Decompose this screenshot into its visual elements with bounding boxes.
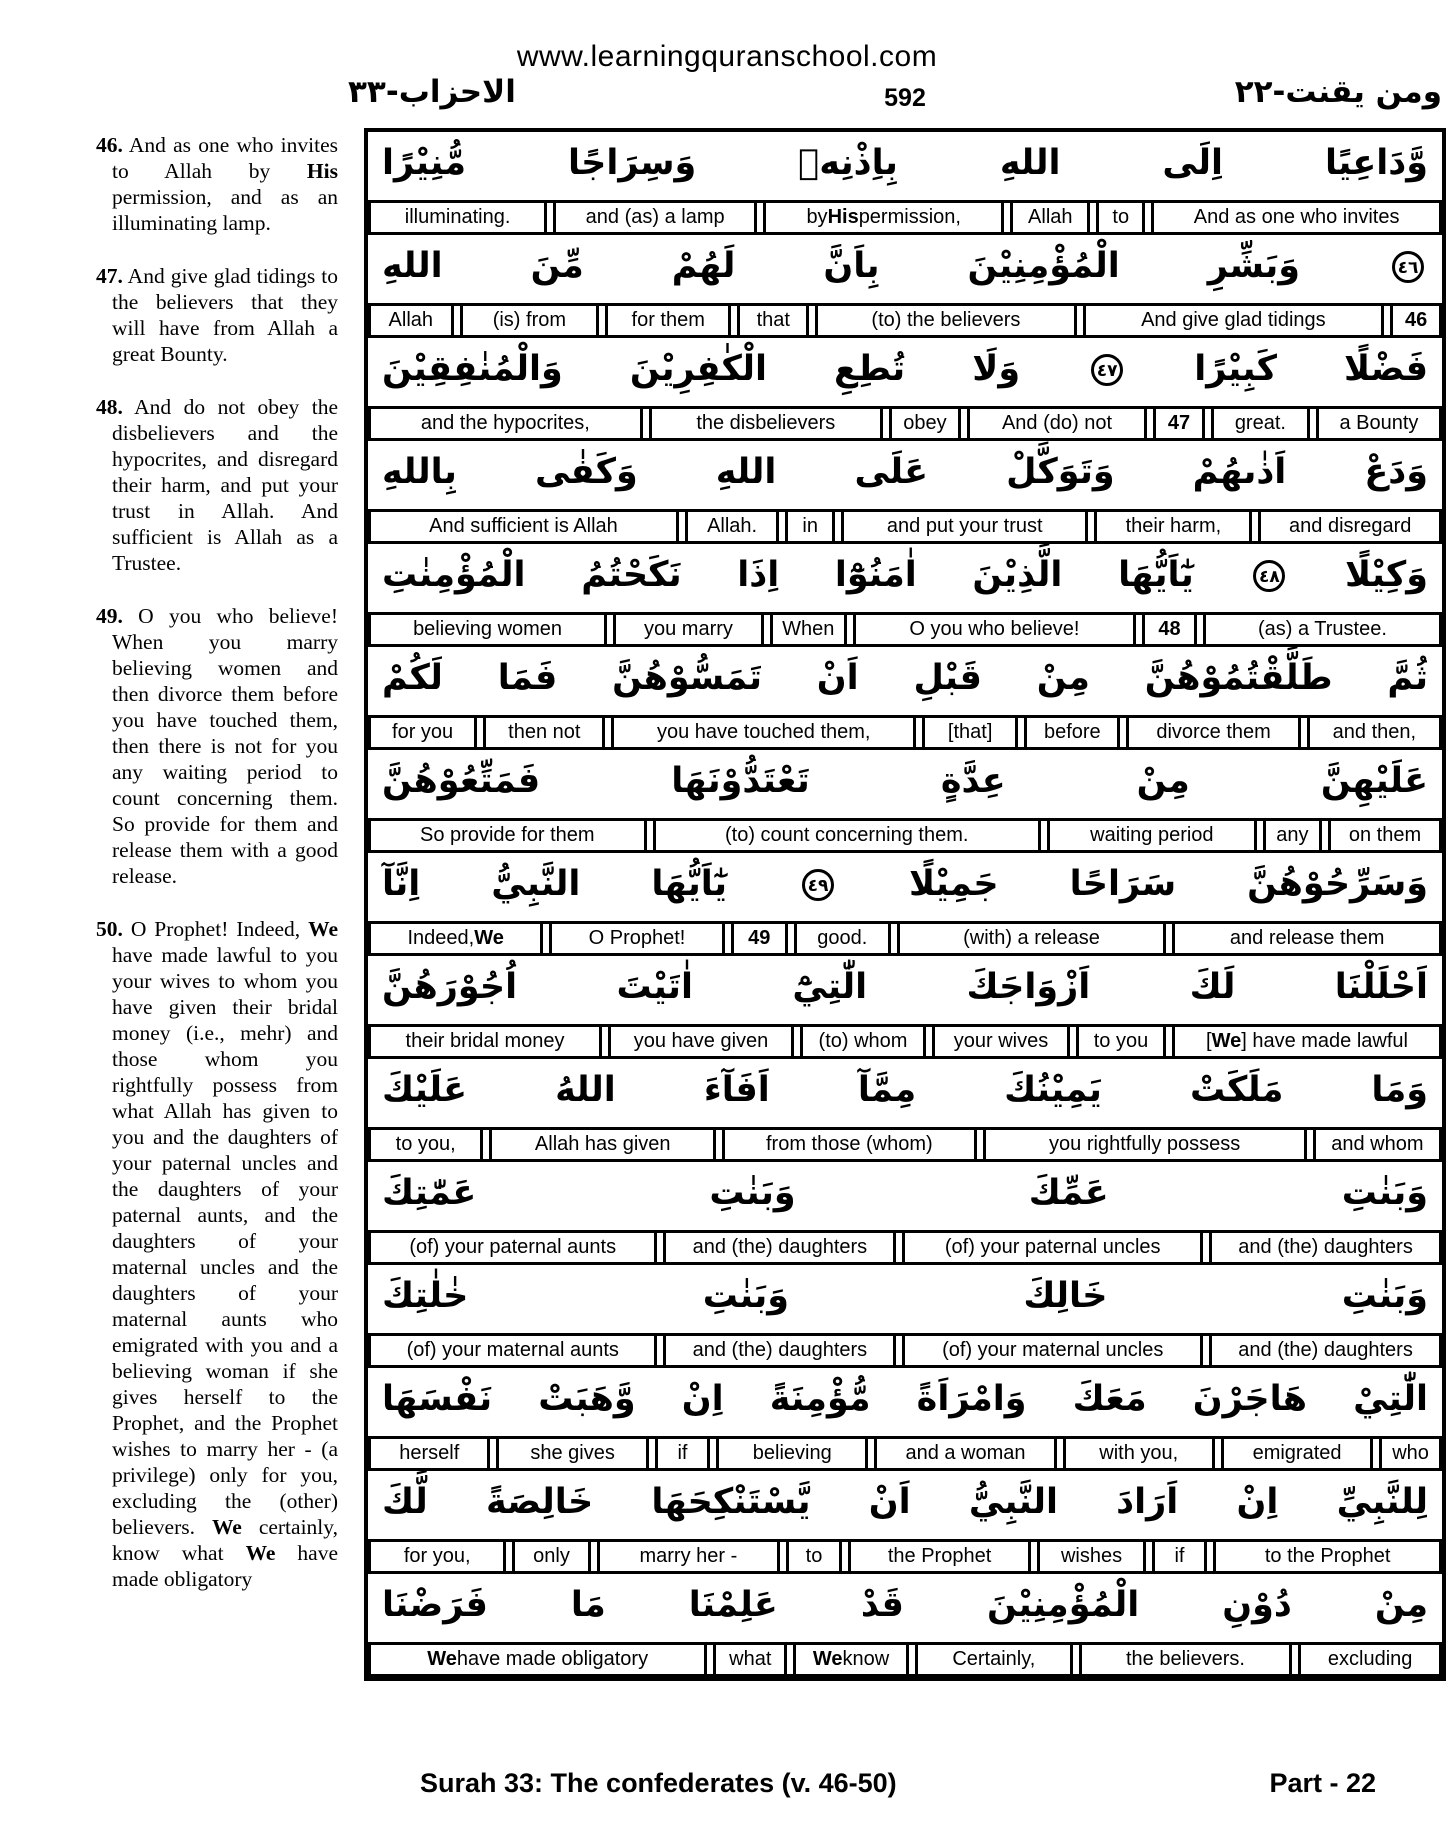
word-translation-cell: Allah has given	[489, 1130, 716, 1159]
word-translation-cell: any	[1263, 821, 1322, 850]
word-translation-cell: (to) the believers	[815, 306, 1076, 335]
ayah-number-badge: ٤٨	[1253, 560, 1285, 592]
word-translation-cell: O Prophet!	[549, 924, 724, 953]
word-translation-cell: who	[1379, 1439, 1442, 1468]
arabic-verse-line: اَحْلَلْنَا لَكَ اَزْوَاجَكَ الّٰتِيْٓ اٰتَيْتَ اُجُوْرَهُنَّ	[382, 967, 1428, 1007]
word-translation-cell: And give glad tidings	[1083, 306, 1385, 335]
word-translation-cell: Indeed, We	[368, 924, 543, 953]
word-translation-cell: and release them	[1172, 924, 1442, 953]
word-translation-row	[368, 921, 1442, 956]
ayah-number-badge: ٤٩	[802, 869, 834, 901]
verse-translation: 50. O Prophet! Indeed, We have made lawful to you your wives to whom you have given their bridal money (i.e., mehr) and those whom you rightfully possess from what Allah has given to you and the daughters of your paternal uncles and the daughters of your paternal aunts, and the daughters of your maternal uncles and the daughters of your maternal aunts who emigrated with you and a believing woman if she gives herself to the Prophet, and the Prophet wishes to marry her - (a privilege) only for you, excluding the (other) believers. We certainly, know what We have made obligatory	[96, 917, 338, 1591]
juz-name-arabic: ومن يقنت-٢٢	[1234, 74, 1442, 110]
word-translation-cell: to you	[1076, 1027, 1166, 1056]
word-translation-cell: you have given	[608, 1027, 794, 1056]
word-translation-cell: And sufficient is Allah	[368, 512, 679, 541]
arabic-verse-line: وَّدَاعِيًا اِلَى اللهِ بِاِذْنِهٖ وَسِرَاجًا مُّنِيْرًا	[382, 143, 1428, 183]
word-translation-cell: 48	[1142, 615, 1197, 644]
arabic-verse-line: لِلنَّبِيِّ اِنْ اَرَادَ النَّبِيُّ اَنْ يَّسْتَنْكِحَهَا خَالِصَةً لَّكَ	[382, 1482, 1428, 1522]
word-translation-cell: And as one who invites	[1151, 203, 1442, 232]
word-translation-row	[368, 303, 1442, 338]
word-translation-cell: (of) your maternal uncles	[902, 1336, 1203, 1365]
word-translation-cell: O you who believe!	[853, 615, 1136, 644]
word-translation-cell: you rightfully possess	[983, 1130, 1307, 1159]
word-translation-cell: good.	[794, 924, 891, 953]
word-translation-cell: (to) whom	[800, 1027, 926, 1056]
word-translation-cell: So provide for them	[368, 821, 647, 850]
word-translation-cell: and then,	[1307, 718, 1442, 747]
word-translation-cell: only	[512, 1542, 590, 1571]
surah-name-arabic: الاحزاب-٣٣	[348, 74, 516, 110]
word-translation-cell: Certainly,	[915, 1645, 1073, 1674]
word-translation-cell: (as) a Trustee.	[1203, 615, 1442, 644]
page-number: 592	[884, 84, 926, 112]
word-translation-cell: if	[655, 1439, 710, 1468]
word-translation-cell: We have made obligatory	[368, 1645, 707, 1674]
arabic-verse-line: وَدَعْ اَذٰىهُمْ وَتَوَكَّلْ عَلَى اللهِ وَكَفٰى بِاللهِ	[382, 452, 1428, 492]
word-translation-cell: (of) your paternal aunts	[368, 1233, 657, 1262]
arabic-verse-line: وَكِيْلًا ٤٨ يٰٓاَيُّهَا الَّذِيْنَ اٰمَنُوْٓا اِذَا نَكَحْتُمُ الْمُؤْمِنٰتِ	[382, 555, 1429, 595]
word-translation-cell: the believers.	[1079, 1645, 1293, 1674]
verse-table	[364, 128, 1446, 1681]
word-translation-cell: by His permission,	[763, 203, 1004, 232]
word-translation-cell: from those (whom)	[722, 1130, 977, 1159]
word-translation-cell: she gives	[496, 1439, 648, 1468]
word-translation-cell: [ We ] have made lawful	[1172, 1027, 1442, 1056]
verse-translation: 49. O you who believe! When you marry believing women and then divorce them before you have touched them, then there is not for you any waiting period to count concerning them. So provide for them and release them with a good release.	[96, 604, 338, 888]
word-translation-row	[368, 1230, 1442, 1265]
word-translation-cell: and the hypocrites,	[368, 409, 643, 438]
word-translation-cell: Allah	[368, 306, 454, 335]
word-translation-cell: emigrated	[1221, 1439, 1373, 1468]
word-translation-cell: illuminating.	[368, 203, 547, 232]
word-translation-cell: (is) from	[460, 306, 600, 335]
footer-part-number: Part - 22	[1269, 1768, 1376, 1798]
word-translation-cell: (with) a release	[897, 924, 1167, 953]
word-translation-cell: to	[786, 1542, 842, 1571]
word-translation-cell: what	[713, 1645, 787, 1674]
word-translation-cell: their bridal money	[368, 1027, 602, 1056]
word-translation-cell: that	[737, 306, 809, 335]
verse-translation: 48. And do not obey the disbelievers and the hypocrites, and disregard their harm, and put your trust in Allah. And sufficient is Allah as a Trustee.	[96, 395, 338, 575]
word-translation-cell: obey	[889, 409, 961, 438]
word-translation-cell: great.	[1211, 409, 1310, 438]
word-translation-cell: to the Prophet	[1213, 1542, 1442, 1571]
word-translation-cell: and (the) daughters	[1209, 1233, 1442, 1262]
arabic-verse-line: وَبَنٰتِ عَمِّكَ وَبَنٰتِ عَمّٰتِكَ	[382, 1173, 1428, 1213]
page-content	[0, 128, 1454, 1681]
arabic-verse-line: وَبَنٰتِ خَالِكَ وَبَنٰتِ خٰلٰتِكَ	[382, 1276, 1428, 1316]
arabic-verse-line: وَسَرِّحُوْهُنَّ سَرَاحًا جَمِيْلًا ٤٩ يٰٓاَيُّهَا النَّبِيُّ اِنَّآ	[382, 864, 1428, 904]
arabic-verse-line: ثُمَّ طَلَّقْتُمُوْهُنَّ مِنْ قَبْلِ اَنْ تَمَسُّوْهُنَّ فَمَا لَكُمْ	[382, 658, 1428, 698]
word-translation-cell: with you,	[1063, 1439, 1215, 1468]
arabic-verse-line: فَضْلًا كَبِيْرًا ٤٧ وَلَا تُطِعِ الْكٰفِرِيْنَ وَالْمُنٰفِقِيْنَ	[382, 349, 1428, 389]
word-translation-cell: (of) your paternal uncles	[902, 1233, 1203, 1262]
word-translation-cell: for you	[368, 718, 477, 747]
word-translation-cell: and whom	[1313, 1130, 1442, 1159]
word-translation-cell: and put your trust	[841, 512, 1088, 541]
word-translation-cell: marry her -	[597, 1542, 781, 1571]
word-translation-cell: Allah.	[685, 512, 779, 541]
word-translation-cell: Allah	[1010, 203, 1090, 232]
word-translation-cell: a Bounty	[1316, 409, 1442, 438]
word-translation-cell: (of) your maternal aunts	[368, 1336, 657, 1365]
footer-surah-title: Surah 33: The confederates (v. 46-50)	[420, 1768, 897, 1798]
word-translation-cell: on them	[1328, 821, 1442, 850]
word-translation-row	[368, 200, 1442, 235]
word-translation-row	[368, 818, 1442, 853]
word-translation-cell: excluding	[1298, 1645, 1442, 1674]
arabic-verse-line: عَلَيْهِنَّ مِنْ عِدَّةٍ تَعْتَدُّوْنَهَا فَمَتِّعُوْهُنَّ	[382, 761, 1428, 801]
word-translation-cell: and disregard	[1258, 512, 1442, 541]
word-translation-cell: When	[770, 615, 847, 644]
word-translation-cell: divorce them	[1126, 718, 1300, 747]
ayah-number-badge: ٤٦	[1392, 251, 1424, 283]
word-translation-cell: before	[1024, 718, 1120, 747]
verse-translation: 47. And give glad tidings to the believers that they will have from Allah a great Bounty.	[96, 264, 338, 366]
word-translation-cell: 47	[1153, 409, 1205, 438]
word-translation-cell: their harm,	[1094, 512, 1252, 541]
word-translation-cell: and a woman	[874, 1439, 1056, 1468]
word-translation-cell: the disbelievers	[649, 409, 883, 438]
word-translation-cell: waiting period	[1047, 821, 1257, 850]
verse-translation: 46. And as one who invites to Allah by His permission, and as an illuminating lamp.	[96, 133, 338, 235]
word-translation-row	[368, 1642, 1442, 1677]
word-translation-row	[368, 1024, 1442, 1059]
word-translation-cell: And (do) not	[967, 409, 1147, 438]
arabic-verse-line: ٤٦ وَبَشِّرِ الْمُؤْمِنِيْنَ بِاَنَّ لَهُمْ مِّنَ اللهِ	[368, 235, 1442, 303]
word-translation-cell: We know	[793, 1645, 909, 1674]
word-translation-cell: 46	[1390, 306, 1442, 335]
word-translation-row	[368, 1436, 1442, 1471]
word-translation-cell: [that]	[922, 718, 1018, 747]
word-translation-cell: you have touched them,	[611, 718, 916, 747]
word-translation-cell: and (the) daughters	[663, 1336, 896, 1365]
arabic-verse-line: مِنْ دُوْنِ الْمُؤْمِنِيْنَ قَدْ عَلِمْنَا مَا فَرَضْنَا	[382, 1585, 1428, 1625]
word-translation-row	[368, 1127, 1442, 1162]
word-translation-cell: in	[785, 512, 835, 541]
word-translation-row	[368, 1539, 1442, 1574]
word-translation-row	[368, 1333, 1442, 1368]
word-translation-row	[368, 509, 1442, 544]
website-url: www.learningquranschool.com	[516, 40, 938, 73]
word-translation-cell: the Prophet	[848, 1542, 1032, 1571]
word-translation-cell: herself	[368, 1439, 490, 1468]
word-translation-row	[368, 715, 1442, 750]
word-translation-cell: and (the) daughters	[1209, 1336, 1442, 1365]
word-translation-cell: if	[1152, 1542, 1208, 1571]
word-translation-cell: believing	[716, 1439, 868, 1468]
word-translation-cell: 49	[731, 924, 788, 953]
word-translation-cell: for them	[605, 306, 731, 335]
word-translation-cell: and (as) a lamp	[553, 203, 757, 232]
word-translation-cell: to	[1096, 203, 1145, 232]
sidebar-verses	[96, 132, 338, 1619]
word-translation-cell: you marry	[613, 615, 764, 644]
word-translation-cell: then not	[483, 718, 605, 747]
arabic-verse-line: وَمَا مَلَكَتْ يَمِيْنُكَ مِمَّآ اَفَآءَ اللهُ عَلَيْكَ	[382, 1070, 1428, 1110]
word-translation-cell: your wives	[932, 1027, 1070, 1056]
word-translation-cell: to you,	[368, 1130, 483, 1159]
ayah-number-badge: ٤٧	[1091, 354, 1123, 386]
word-translation-cell: (to) count concerning them.	[653, 821, 1041, 850]
word-translation-cell: and (the) daughters	[663, 1233, 896, 1262]
word-translation-cell: for you,	[368, 1542, 506, 1571]
word-translation-cell: wishes	[1037, 1542, 1145, 1571]
word-translation-row	[368, 406, 1442, 441]
word-translation-row	[368, 612, 1442, 647]
word-translation-cell: believing women	[368, 615, 607, 644]
arabic-verse-line: الّٰتِيْ هَاجَرْنَ مَعَكَ وَامْرَاَةً مُّؤْمِنَةً اِنْ وَّهَبَتْ نَفْسَهَا	[382, 1379, 1428, 1419]
